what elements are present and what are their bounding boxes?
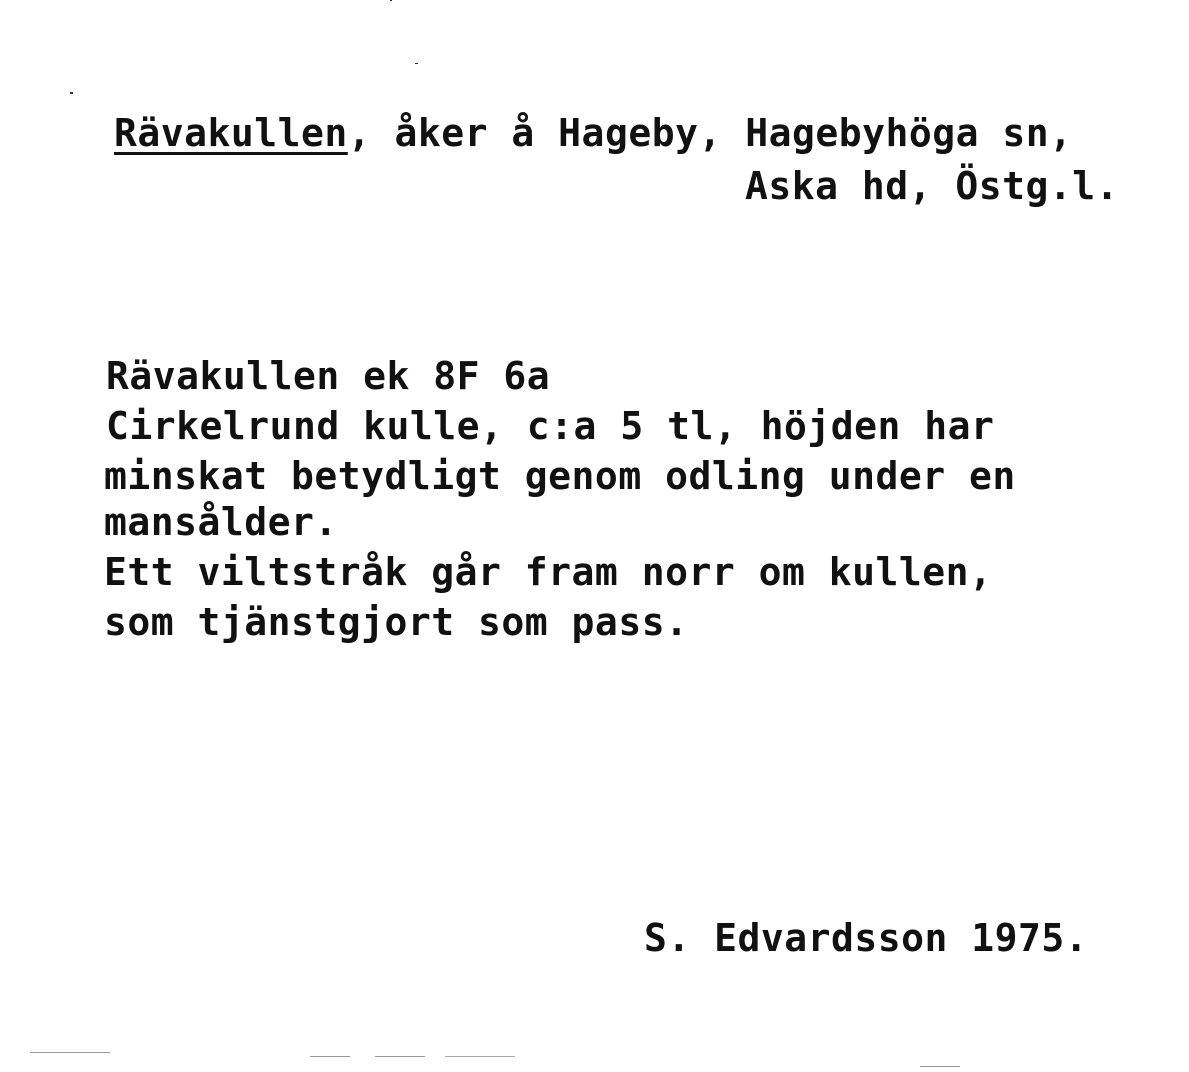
scan-speck <box>920 1066 960 1067</box>
site-name: Rävakullen <box>114 111 348 155</box>
header-line-1 <box>114 111 1073 155</box>
body-line-4: mansålder. <box>104 500 338 544</box>
scan-speck <box>445 1056 515 1057</box>
body-line-5: Ett viltstråk går fram norr om kullen, <box>104 550 993 594</box>
scan-speck <box>70 92 73 94</box>
body-line-3: minskat betydligt genom odling under en <box>104 454 1016 498</box>
header-line-2: Aska hd, Östg.l. <box>745 164 1120 208</box>
scan-speck <box>310 1056 350 1057</box>
scan-speck <box>390 0 392 1</box>
body-line-6: som tjänstgjort som pass. <box>104 600 689 644</box>
scan-speck <box>375 1056 425 1057</box>
scan-speck <box>30 1052 110 1053</box>
scan-speck <box>415 63 418 64</box>
body-line-2: Cirkelrund kulle, c:a 5 tl, höjden har <box>106 404 995 448</box>
signature: S. Edvardsson 1975. <box>644 916 1089 960</box>
location-text: , åker å Hageby, Hagebyhöga sn, <box>347 111 1073 155</box>
body-line-1: Rävakullen ek 8F 6a <box>106 354 551 398</box>
